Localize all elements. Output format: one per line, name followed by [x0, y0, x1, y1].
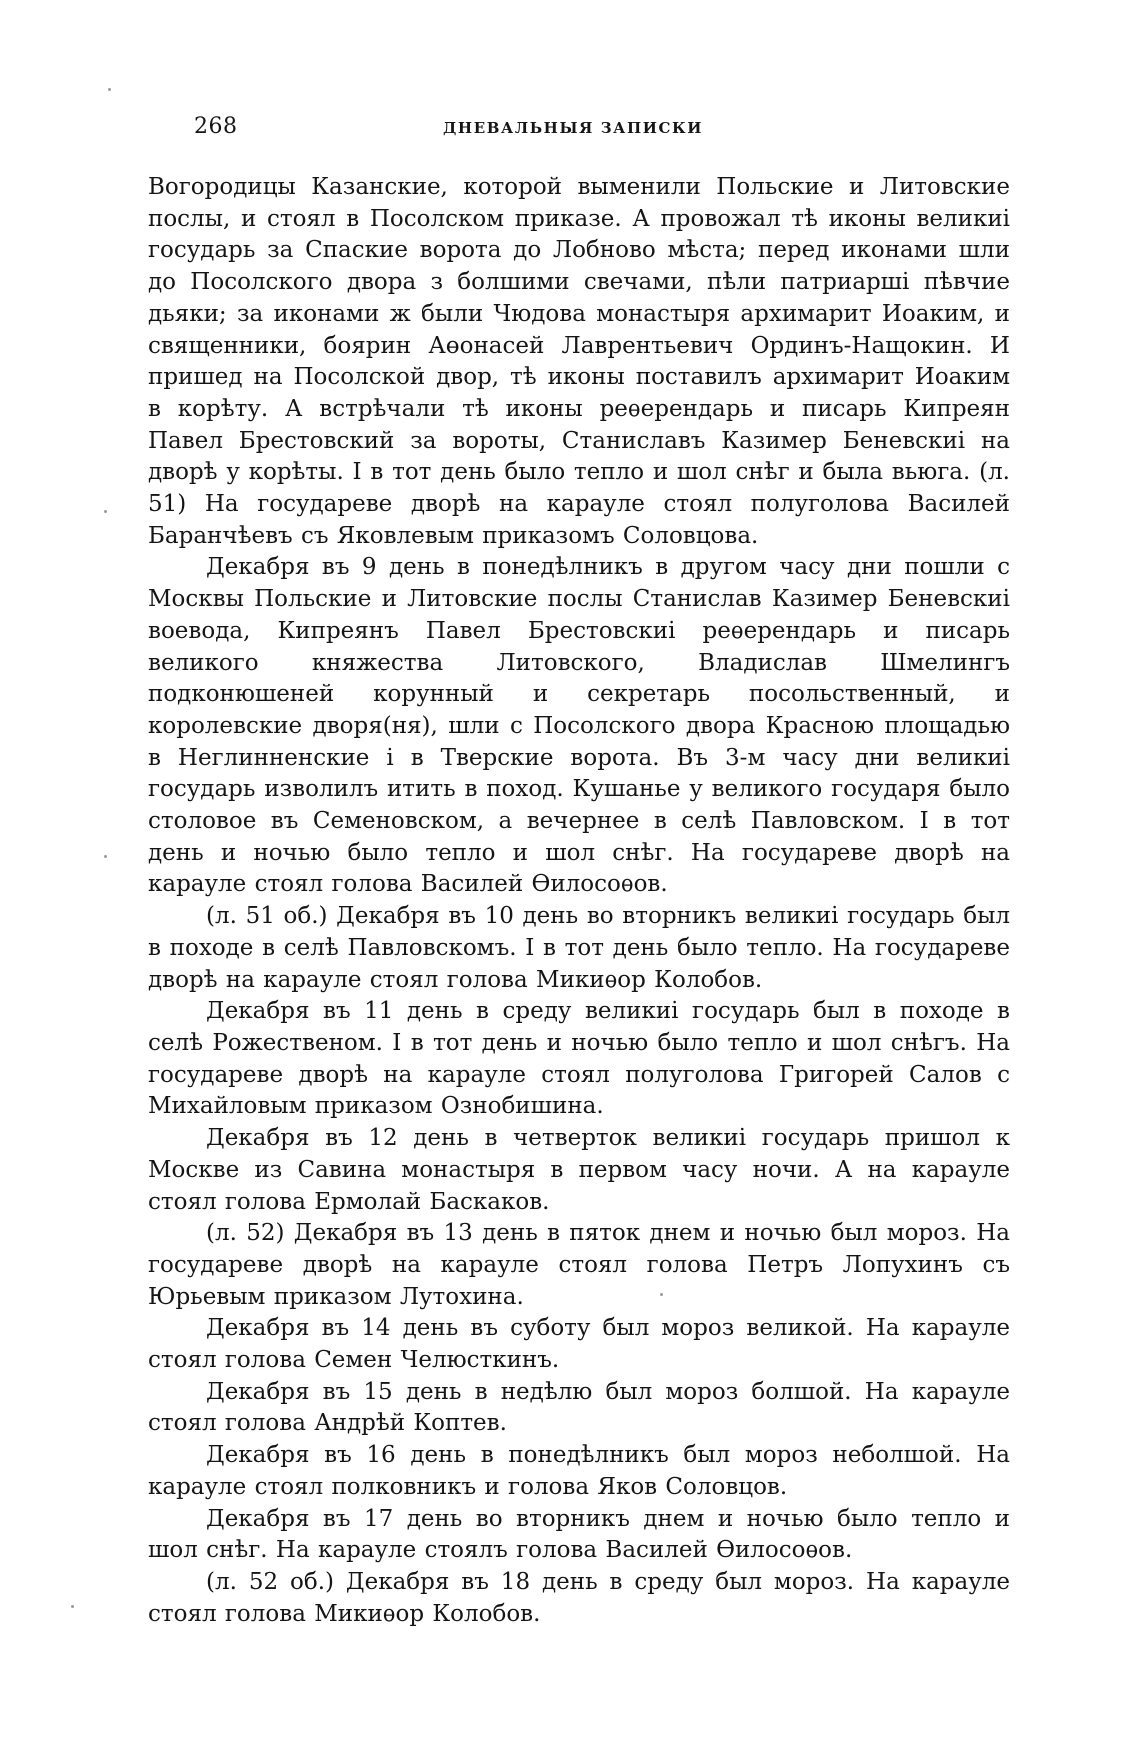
document-body	[148, 172, 1010, 1627]
scan-speck	[104, 855, 107, 858]
paragraph-december-12: Декабря въ 12 день в четверток великиі государь пришол к Москве из Савина монастыря в первом часу ночи. А на карауле стоял голова Ермолай Баскаков.	[148, 1125, 1010, 1215]
paragraph-december-10: (л. 51 об.) Декабря въ 10 день во вторникъ великиі государь был в походе в селѣ Павловскомъ. І в тот день было тепло. На государеве дворѣ на карауле стоял голова Микиѳор Колобов.	[148, 903, 1010, 993]
paragraph-december-14: Декабря въ 14 день въ суботу был мороз великой. На карауле стоял голова Семен Челюсткинъ.	[148, 1315, 1010, 1374]
scan-speck	[108, 88, 111, 91]
paragraph-december-15: Декабря въ 15 день в недѣлю был мороз болшой. На карауле стоял голова Андрѣй Коптев.	[148, 1378, 1010, 1437]
paragraph-december-11: Декабря въ 11 день в среду великиі государь был в походе в селѣ Рожественом. І в тот день и ночью было тепло и шол снѣгъ. На государеве дворѣ на карауле стоял полуголова Григорей Салов с Михайловым приказом Ознобишина.	[148, 998, 1010, 1120]
paragraph-december-18: (л. 52 об.) Декабря въ 18 день в среду был мороз. На карауле стоял голова Микиѳор Колобов.	[148, 1568, 1010, 1627]
paragraph-december-9: Декабря въ 9 день в понедѣлникъ в другом часу дни пошли с Москвы Польские и Литовские послы Станислав Казимер Беневскиі воевода, Кипреянъ Павел Брестовскиі реѳерендарь и писарь великого княжества Литовского, Владислав Шмелингъ подконюшеней корунный и секретарь посольственный, и королевские дворя(ня), шли с Посолского двора Красною площадью в Неглинненские і в Тверские ворота. Въ 3-м часу дни великиі государь изволилъ итить в поход. Кушанье у великого государя было столовое въ Семеновском, а вечернее в селѣ Павловском. І в тот день и ночью было тепло и шол снѣг. На государеве дворѣ на карауле стоял голова Василей Өилосоѳов.	[148, 554, 1010, 898]
page-number: 268	[194, 114, 238, 139]
paragraph-continuation: Вогородицы Казанские, которой выменили Польские и Литовские послы, и стоял в Посолском приказе. А провожал тѣ иконы великиі государь за Спаские ворота до Лобново мѣста; перед иконами шли до Посолского двора з болшими свечами, пѣли патриаршi пѣвчие дьяки; за иконами ж были Чюдова монастыря архимарит Иоаким, и священники, боярин Аөонасей Лаврентьевич Ординъ-Нащокин. И пришед на Посолской двор, тѣ иконы поставилъ архимарит Иоаким в корѣту. А встрѣчали тѣ иконы реѳерендарь и писарь Кипреян Павел Брестовский за вороты, Станиславъ Казимер Беневскиі на дворѣ у корѣты. І в тот день было тепло и шол снѣг и была вьюга. (л. 51) На государеве дворѣ на карауле стоял полуголова Василей Баранчѣевъ съ Яковлевым приказомъ Соловцова.	[148, 174, 1010, 549]
paragraph-december-16: Декабря въ 16 день в понедѣлникъ был мороз неболшой. На карауле стоял полковникъ и голова Яков Соловцов.	[148, 1442, 1010, 1500]
running-head: ДНЕВАЛЬНЫЯ ЗАПИСКИ	[443, 119, 704, 137]
scan-speck	[104, 510, 107, 513]
paragraph-december-13: (л. 52) Декабря въ 13 день в пяток днем и ночью был мороз. На государеве дворѣ на карауле стоял голова Петръ Лопухинъ съ Юрьевым приказом Лутохина.	[148, 1220, 1010, 1310]
scan-speck	[71, 1605, 74, 1608]
paragraph-december-17: Декабря въ 17 день во вторникъ днем и ночью было тепло и шол снѣг. На карауле стоялъ голова Василей Өилосоѳов.	[148, 1505, 1010, 1564]
page-header	[148, 112, 1010, 152]
scan-speck	[660, 1293, 663, 1296]
